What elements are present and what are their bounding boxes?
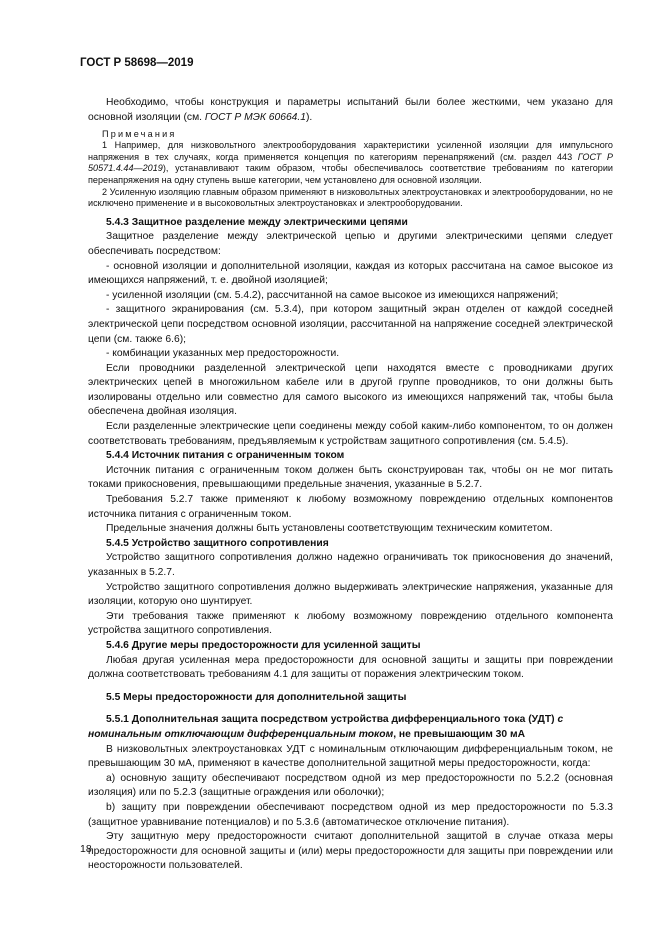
paragraph: В низковольтных электроустановках УДТ с номинальным отключающим дифференциальным током, не превышающим 30 мА, применяют в качестве дополнительной защитной меры предосторожности, когда: xyxy=(88,743,613,770)
section-5-4-3-title: 5.4.3 Защитное разделение между электрическими цепями xyxy=(106,216,408,228)
paragraph: Если разделенные электрические цепи соединены между собой каким-либо компонентом, то он должен соответствовать требованиям, предъявляемым к устройствам защитного сопротивления (см. 5.4.5). xyxy=(88,421,613,447)
standard-reference: ГОСТ Р МЭК 60664.1 xyxy=(204,111,306,123)
list-item: - усиленной изоляции (см. 5.4.2), рассчитанной на самое высокое из имеющихся напряжений; xyxy=(106,289,559,301)
paragraph: Любая другая усиленная мера предосторожности для основной защиты и защиты при повреждении должна соответствовать требованиям 4.1 для защиты от поражения электрическим током. xyxy=(88,654,613,681)
paragraph: Устройство защитного сопротивления должно надежно ограничивать ток прикосновения до значений, указанных в 5.2.7. xyxy=(88,552,613,578)
note-1: 1 Например, для низковольтного электрооборудования характеристики усиленной изоляции для импульсного напряжения в тех случаях, когда применяется концепция по категориям перенапряжений (см. раздел 443 ГОСТ Р 50571.4.44—2019), устанавливают таким образом, чтобы обеспечивалось соответствие требованиям по категории перенапряжения на одну ступень выше категории, чем установлено для основной изоляции. xyxy=(88,140,613,185)
paragraph: Требования 5.2.7 также применяют к любому возможному повреждению отдельных компонентов источника питания с ограниченным током. xyxy=(88,494,613,520)
note-2: 2 Усиленную изоляцию главным образом применяют в низковольтных электроустановках и электрооборудовании, но не исключено применение и в высоковольтных электроустановках и электрооборудовании. xyxy=(88,186,613,209)
section-5-4-6-title: 5.4.6 Другие меры предосторожности для усиленной защиты xyxy=(106,639,421,651)
paragraph: Источник питания с ограниченным током должен быть сконструирован так, чтобы он не мог питать токами прикосновения, превышающими предельные значения, указанные в 5.2.7. xyxy=(88,464,613,491)
list-item: - основной изоляции и дополнительной изоляции, каждая из которых рассчитана на самое высокое из имеющихся напряжений, т. е. двойной изоляцией; xyxy=(88,260,613,287)
section-5-5-title: 5.5 Меры предосторожности для дополнительной защиты xyxy=(106,691,407,703)
paragraph: Если проводники разделенной электрической цепи находятся вместе с проводниками других электрических цепей в многожильном кабеле или в другой группе проводников, то они должны быть изолированы отдельно или совместно для самого высокого из имеющихся напряжений так, чтобы была обеспечена двойная изоляция. xyxy=(88,362,613,418)
list-item: - комбинации указанных мер предосторожности. xyxy=(106,348,340,360)
section-5-4-5-title: 5.4.5 Устройство защитного сопротивления xyxy=(106,537,329,549)
list-item: b) защиту при повреждении обеспечивают посредством одной из мер предосторожности по 5.3.3 (защитное уравнивание потенциалов) и по 5.3.6 (автоматическое отключение питания). xyxy=(88,801,613,828)
section-5-5-1-title: 5.5.1 Дополнительная защита посредством устройства дифференциального тока (УДТ) с номинальным отключающим дифференциальным током, не превышающим 30 мА xyxy=(88,714,564,740)
paragraph: Устройство защитного сопротивления должно выдерживать электрические напряжения, указанные для изоляции, которую оно шунтирует. xyxy=(88,581,613,608)
intro-paragraph: Необходимо, чтобы конструкция и параметры испытаний были более жесткими, чем указано для основной изоляции (см. ГОСТ Р МЭК 60664.1). xyxy=(88,97,613,123)
paragraph: Эти требования также применяют к любому возможному повреждению отдельного компонента устройства защитного сопротивления. xyxy=(88,610,613,637)
standard-reference: ГОСТ Р 50571.4.44—2019 xyxy=(88,151,613,174)
list-item: a) основную защиту обеспечивают посредством одной из мер предосторожности по 5.2.2 (основная изоляция) или по 5.2.3 (защитные ограждения или оболочки); xyxy=(88,772,613,799)
page-number: 18 xyxy=(80,843,92,855)
section-5-4-4-title: 5.4.4 Источник питания с ограниченным током xyxy=(106,450,345,462)
document-code-header: ГОСТ Р 58698—2019 xyxy=(80,57,194,69)
document-body xyxy=(88,96,613,874)
paragraph: Эту защитную меру предосторожности считают дополнительной защитой в случае отказа меры предосторожности для основной защиты и (или) меры предосторожности для защиты при повреждении или неосторожности пользователей. xyxy=(88,831,613,872)
paragraph: Предельные значения должны быть установлены соответствующим техническим комитетом. xyxy=(106,523,553,535)
list-item: - защитного экранирования (см. 5.3.4), при котором защитный экран отделен от каждой соседней электрической цепи посредством основной изоляции, рассчитанной на напряжение соседней электрической цепи (см. также 6.6); xyxy=(88,304,613,345)
notes-heading: Примечания xyxy=(102,129,177,140)
paragraph: Защитное разделение между электрической цепью и другими электрическими цепями следует обеспечивать посредством: xyxy=(88,231,613,257)
